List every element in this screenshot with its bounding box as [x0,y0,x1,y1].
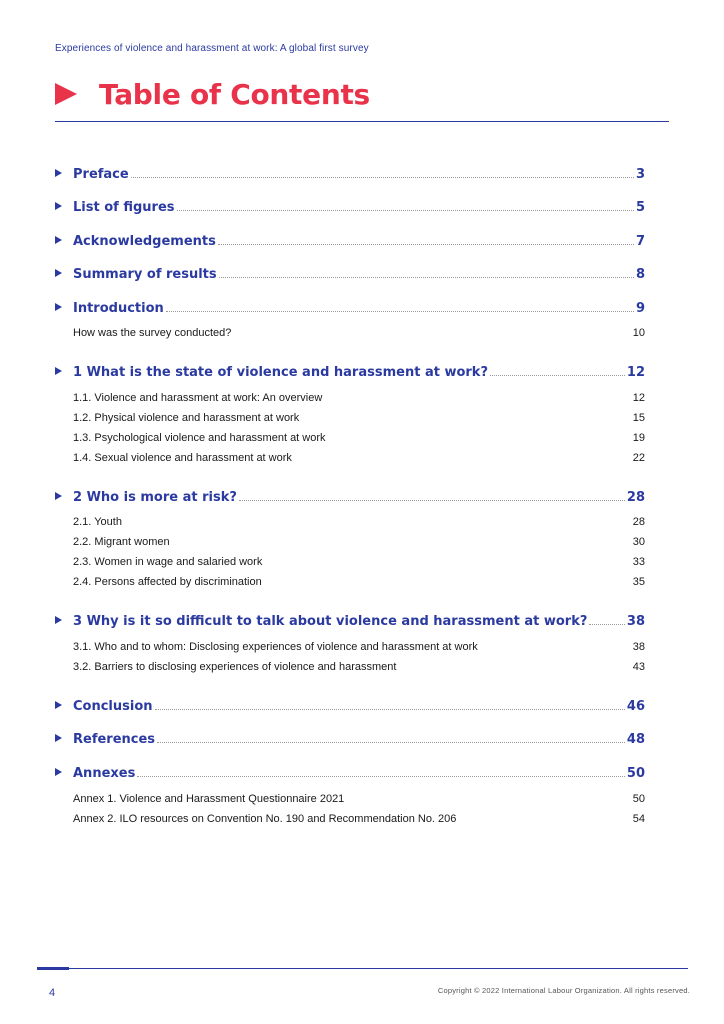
toc-entry-label: List of figures [73,200,175,215]
running-head: Experiences of violence and harassment at work: A global first survey [55,43,369,54]
toc-entry-label: Summary of results [73,267,217,282]
page-title: Table of Contents [99,77,370,111]
bullet-arrow-icon [55,701,62,709]
toc-entry-summary[interactable] [55,262,645,282]
toc-sub-label: 1.3. Psychological violence and harassment at work [73,432,326,444]
toc-entry-page: 12 [626,365,645,380]
dot-leader [131,177,634,178]
play-arrow-icon [55,83,77,105]
dot-leader [137,776,625,777]
toc-sub-page: 50 [632,793,645,805]
toc-entry-page: 7 [635,234,645,249]
title-divider [55,121,669,122]
toc-sub-entry[interactable] [73,811,645,825]
toc-entry-label: Preface [73,167,129,182]
bullet-arrow-icon [55,303,62,311]
toc-sub-entry[interactable] [73,554,645,568]
bullet-arrow-icon [55,236,62,244]
dot-leader [177,210,634,211]
dot-leader [219,277,634,278]
bullet-arrow-icon [55,202,62,210]
toc-entry-annexes[interactable] [55,761,645,781]
toc-entry-acknowledgements[interactable] [55,229,645,249]
toc-entry-page: 9 [635,301,645,316]
toc-entry-chapter-3[interactable] [55,609,645,629]
toc-entry-page: 3 [635,167,645,182]
toc-sub-page: 15 [632,412,645,424]
toc-entry-label: Annexes [73,766,136,781]
toc-sub-entry[interactable] [73,390,645,404]
toc-sub-entry[interactable] [73,659,645,673]
toc-sub-page: 19 [632,432,645,444]
toc-sub-page: 28 [632,516,645,528]
toc-entry-chapter-2[interactable] [55,485,645,505]
toc-entry-references[interactable] [55,727,645,747]
toc-entry-label: 3 Why is it so difficult to talk about violence and harassment at work? [73,614,588,629]
dot-leader [239,500,625,501]
toc-entry-label: Introduction [73,301,164,316]
toc-sub-page: 35 [632,576,645,588]
toc-entry-label: 1 What is the state of violence and harassment at work? [73,365,488,380]
toc-entry-page: 48 [626,732,645,747]
toc-sub-page: 22 [632,452,645,464]
toc-sub-page: 43 [632,661,645,673]
toc-entry-list-of-figures[interactable] [55,195,645,215]
footer-accent-bar [37,967,69,970]
toc-sub-entry[interactable] [73,514,645,528]
toc-sub-label: 2.2. Migrant women [73,536,170,548]
page-number: 4 [49,987,56,999]
toc-sub-entry[interactable] [73,430,645,444]
toc-sub-label: 2.1. Youth [73,516,122,528]
toc-sub-entry[interactable] [73,410,645,424]
bullet-arrow-icon [55,269,62,277]
toc-sub-entry[interactable] [73,325,645,339]
toc-sub-entry[interactable] [73,791,645,805]
toc-sub-label: 3.2. Barriers to disclosing experiences of violence and harassment [73,661,397,673]
bullet-arrow-icon [55,169,62,177]
toc-entry-label: References [73,732,156,747]
toc-sub-page: 10 [632,327,645,339]
bullet-arrow-icon [55,734,62,742]
toc-sub-label: Annex 1. Violence and Harassment Questionnaire 2021 [73,793,345,805]
copyright-notice: Copyright © 2022 International Labour Organization. All rights reserved. [437,986,690,995]
toc-sub-entry[interactable] [73,639,645,653]
toc-entry-preface[interactable] [55,162,645,182]
dot-leader [166,311,634,312]
toc-entry-conclusion[interactable] [55,694,645,714]
toc-sub-label: How was the survey conducted? [73,327,232,339]
toc-entry-page: 50 [626,766,645,781]
footer-divider [37,968,688,969]
toc-sub-label: 1.1. Violence and harassment at work: An overview [73,392,323,404]
toc-sub-page: 54 [632,813,645,825]
toc-sub-page: 30 [632,536,645,548]
dot-leader [157,742,625,743]
dot-leader [589,624,625,625]
toc-entry-page: 8 [635,267,645,282]
toc-entry-page: 28 [626,490,645,505]
toc-entry-label: Acknowledgements [73,234,216,249]
toc-entry-page: 46 [626,699,645,714]
toc-sub-label: 2.4. Persons affected by discrimination [73,576,262,588]
toc-sub-label: 1.2. Physical violence and harassment at work [73,412,300,424]
title-row [55,76,370,112]
bullet-arrow-icon [55,492,62,500]
toc-sub-page: 38 [632,641,645,653]
dot-leader [218,244,634,245]
toc-sub-entry[interactable] [73,450,645,464]
bullet-arrow-icon [55,768,62,776]
dot-leader [490,375,625,376]
toc-entry-label: Conclusion [73,699,153,714]
toc-entry-introduction[interactable] [55,296,645,316]
toc-sub-page: 33 [632,556,645,568]
bullet-arrow-icon [55,367,62,375]
toc-entry-label: 2 Who is more at risk? [73,490,237,505]
bullet-arrow-icon [55,616,62,624]
toc-entry-chapter-1[interactable] [55,360,645,380]
dot-leader [155,709,625,710]
toc-sub-page: 12 [632,392,645,404]
toc-sub-label: Annex 2. ILO resources on Convention No. 190 and Recommendation No. 206 [73,813,457,825]
toc-sub-label: 2.3. Women in wage and salaried work [73,556,263,568]
toc-sub-label: 3.1. Who and to whom: Disclosing experiences of violence and harassment at work [73,641,478,653]
toc-sub-entry[interactable] [73,534,645,548]
toc-entry-page: 5 [635,200,645,215]
toc-sub-entry[interactable] [73,574,645,588]
toc-sub-label: 1.4. Sexual violence and harassment at work [73,452,292,464]
toc-entry-page: 38 [626,614,645,629]
